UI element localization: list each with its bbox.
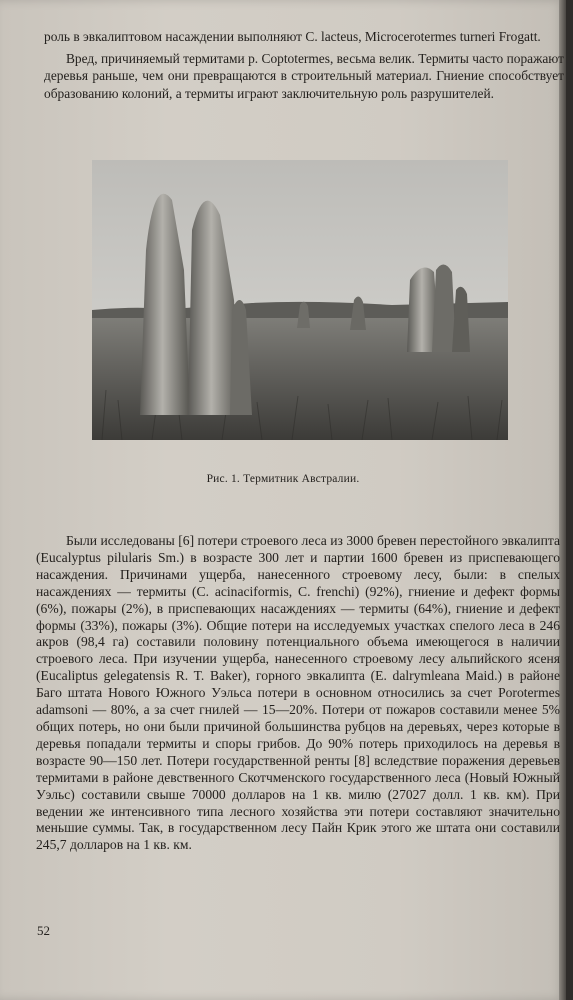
- page-number: 52: [37, 923, 50, 938]
- termite-mound-photo: [92, 160, 508, 440]
- top-text-block: [44, 28, 564, 102]
- continued-line: роль в эвкалиптовом насаждении выполняют C. lacteus, Microcerotermes turneri Frogatt.: [44, 29, 541, 44]
- figure-caption: Рис. 1. Термитник Австралии.: [206, 473, 360, 485]
- paragraph-losses: Были исследованы [6] потери строевого леса из 3000 бревен перестойного эвкалипта (Eucalyptus pilularis Sm.) в возрасте 300 лет и партии 1600 бревен из приспевающего насаждения. Причинами ущерба, нанесенного строевому лесу, были: в спелых насаждениях — термиты (C. acinaciformis, C. frenchi) (92%), гниение и дефект формы (6%), пожары (2%), в приспевающих насаждениях — термиты (64%), гниение и дефект формы (33%), пожары (3%). Общие потери на исследуемых участках спелого леса в 246 акров (98,4 га) составили половину потенциального объема имеющегося в наличии строевого леса. При изучении ущерба, нанесенного строевому лесу альпийского ясеня (Eucaliptus gelegatensis R. T. Baker), горного эвкалипта (E. dalrymleana Maid.) в районе Баго штата Нового Южного Уэльса потери в основном относились за счет Porotermes adamsoni — 80%, а за счет гнилей — 15—20%. Потери от пожаров составили менее 5% общих потерь, но они были причиной большинства рубцов на деревьях, через которые в деревья попадали термиты и споры грибов. До 90% потерь приходилось на деревья в возрасте 90—150 лет. Потери государственной ренты [8] вследствие поражения деревьев термитами в районе девственного Скотчменского государственного леса (Новый Южный Уэльс) составили свыше 70000 долларов на 1 кв. милю (27027 долл. 1 кв. км). При ведении же интенсивного типа лесного хозяйства эти потери составляют значительно меньшие суммы. Так, в государственном лесу Пайн Крик этого же штата они составили 245,7 долларов на 1 кв. км.: [36, 533, 560, 853]
- termite-mound-illustration: [92, 160, 508, 440]
- main-text-block: [36, 533, 560, 854]
- paragraph-damage: Вред, причиняемый термитами р. Coptotermes, весьма велик. Термиты часто поражают деревья раньше, чем они превращаются в строительный материал. Гниение способствует образованию колоний, а термиты играют заключительную роль разрушителей.: [44, 50, 564, 101]
- page-edge: [559, 0, 566, 1000]
